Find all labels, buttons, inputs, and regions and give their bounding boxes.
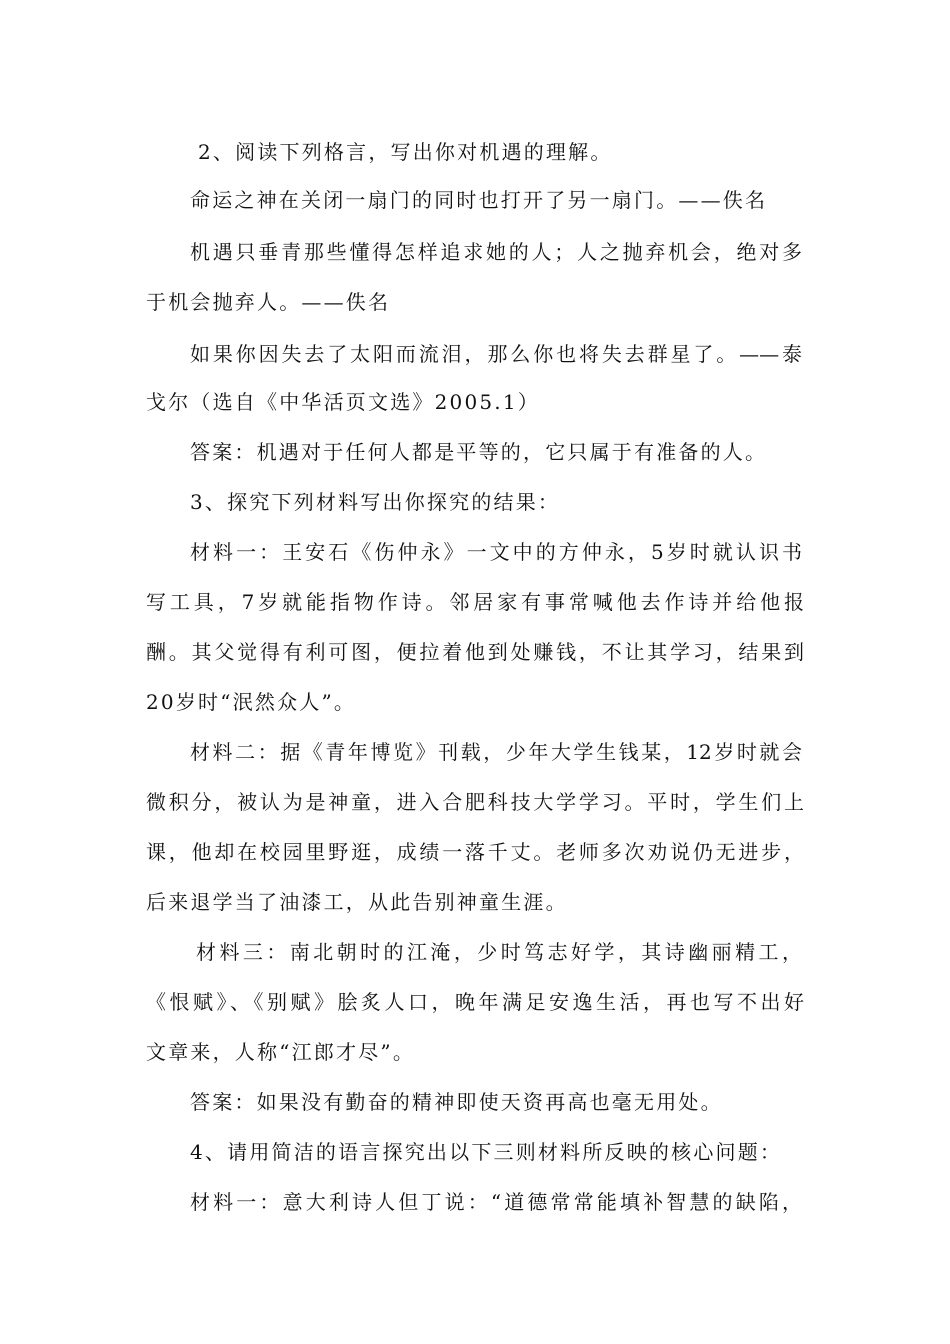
quote-3-line-1: 如果你因失去了太阳而流泪，那么你也将失去群星了。——泰 (190, 342, 802, 366)
material-3-1-line-3: 酬。其父觉得有利可图，便拉着他到处赚钱，不让其学习，结果到 (146, 640, 804, 664)
material-3-1-line-1: 材料一：王安石《伤仲永》一文中的方仲永，5岁时就认识书 (190, 540, 802, 564)
material-3-3-line-2: 《恨赋》、《别赋》脍炙人口，晚年满足安逸生活，再也写不出好 (146, 990, 804, 1014)
question-3-heading: 3、探究下列材料写出你探究的结果： (190, 490, 561, 514)
material-3-3-line-1: 材料三：南北朝时的江淹，少时笃志好学，其诗幽丽精工， (196, 940, 802, 964)
material-3-1-line-4: 20岁时“泯然众人”。 (146, 690, 357, 714)
quote-2-line-1: 机遇只垂青那些懂得怎样追求她的人；人之抛弃机会，绝对多 (190, 240, 802, 264)
question-4-heading: 4、请用简洁的语言探究出以下三则材料所反映的核心问题： (190, 1140, 783, 1164)
material-3-3-line-3: 文章来，人称“江郎才尽”。 (146, 1040, 416, 1064)
material-3-2-line-1: 材料二：据《青年博览》刊载，少年大学生钱某，12岁时就会 (190, 740, 802, 764)
quote-2-line-2: 于机会抛弃人。——佚名 (146, 290, 391, 314)
quote-3-line-2: 戈尔（选自《中华活页文选》2005.1） (146, 390, 540, 414)
material-3-1-line-2: 写工具，7岁就能指物作诗。邻居家有事常喊他去作诗并给他报 (146, 590, 804, 614)
answer-2: 答案：机遇对于任何人都是平等的，它只属于有准备的人。 (190, 440, 768, 464)
material-3-2-line-4: 后来退学当了油漆工，从此告别神童生涯。 (146, 890, 568, 914)
quote-1: 命运之神在关闭一扇门的同时也打开了另一扇门。——佚名 (190, 188, 768, 212)
material-4-1-line-1: 材料一：意大利诗人但丁说：“道德常常能填补智慧的缺陷， (190, 1190, 802, 1214)
material-3-2-line-2: 微积分，被认为是神童，进入合肥科技大学学习。平时，学生们上 (146, 790, 804, 814)
question-2-heading: 2、阅读下列格言，写出你对机遇的理解。 (198, 140, 613, 164)
material-3-2-line-3: 课，他却在校园里野逛，成绩一落千丈。老师多次劝说仍无进步， (146, 840, 804, 864)
answer-3: 答案：如果没有勤奋的精神即使天资再高也毫无用处。 (190, 1090, 723, 1114)
